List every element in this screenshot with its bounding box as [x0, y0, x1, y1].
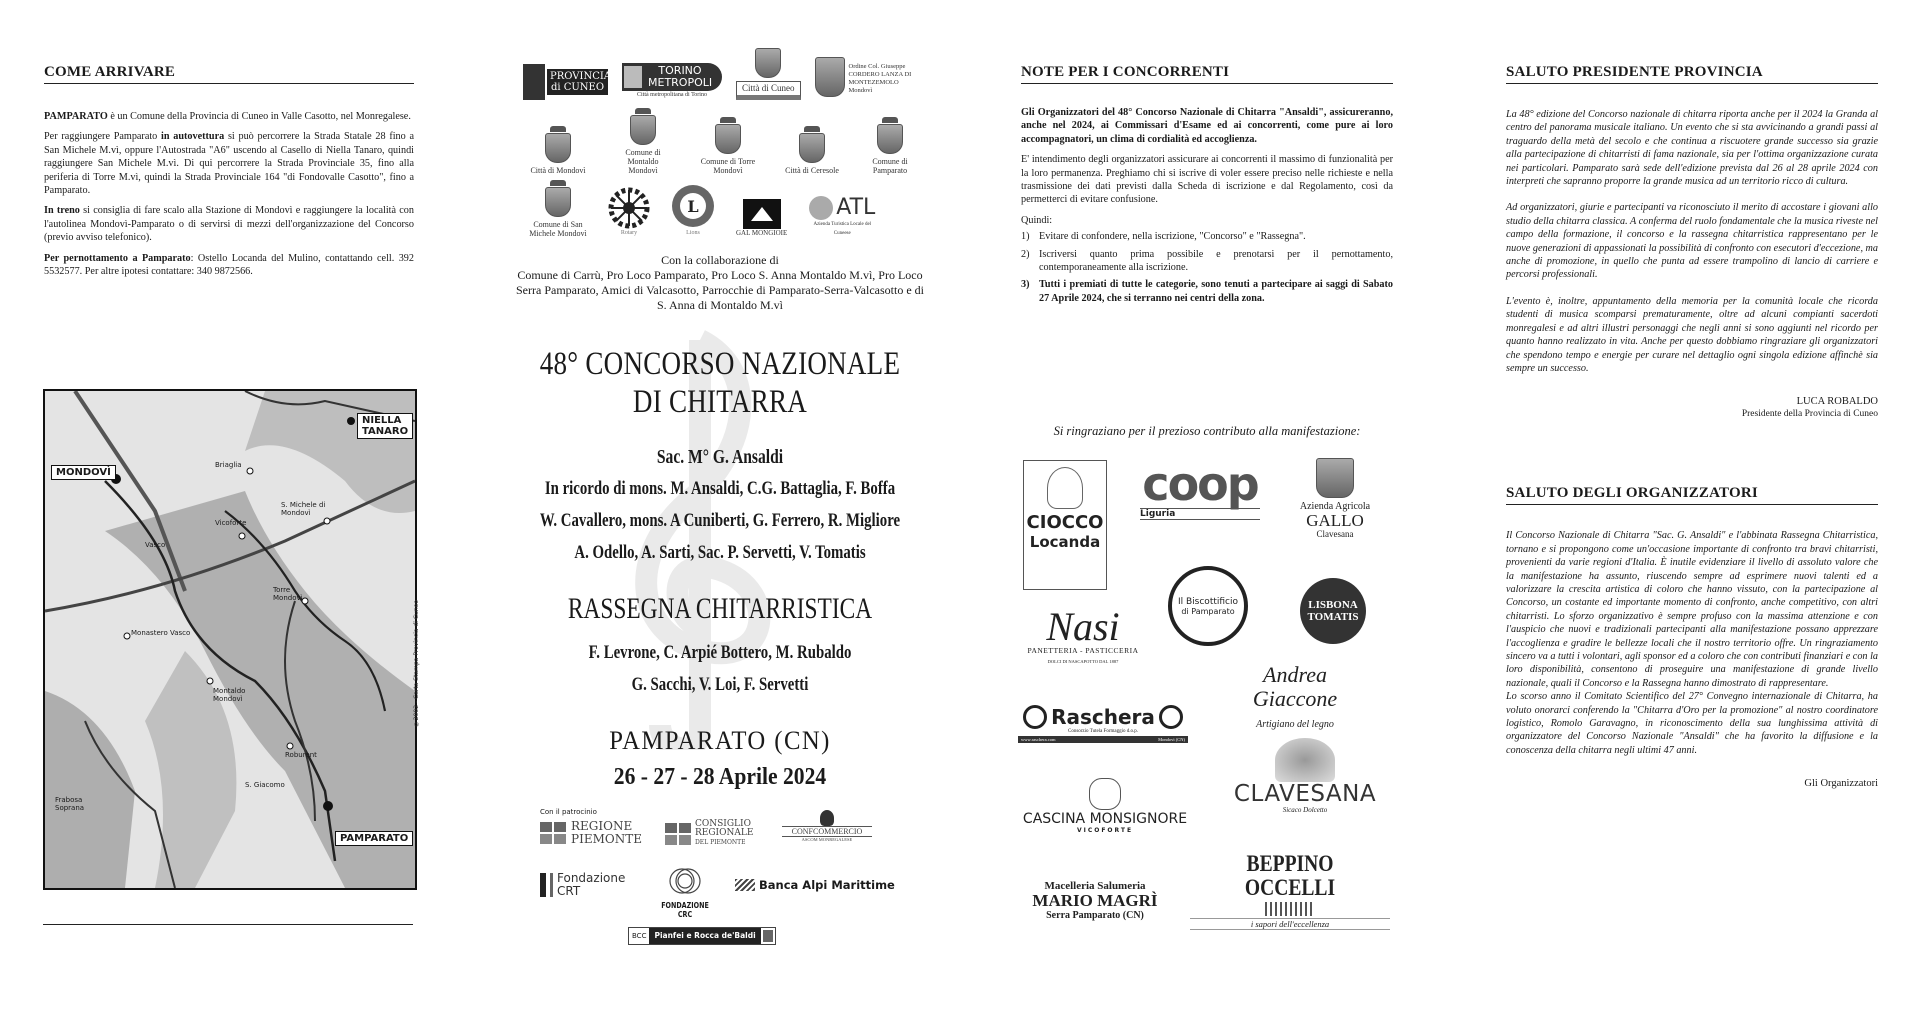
notes-intro: Gli Organizzatori del 48° Concorso Nazionale di Chitarra "Ansaldi", assicureranno, anche nel 2024, ai Commissari d'Esame ed ai concorrenti, come pure ai loro accompagnatori, un clima di cordialità ed accoglienza. [1021, 107, 1393, 145]
heading-saluto-presidente: SALUTO PRESIDENTE PROVINCIA [1506, 64, 1878, 84]
logo-banca-alpi-marittime: Banca Alpi Marittime [735, 878, 895, 892]
map-place-vasco: Vasco [145, 541, 166, 549]
notes-para2: E' intendimento degli organizzatori assicurare ai concorrenti il massimo di funzionalità per la loro permanenza. Preghiamo chi si iscrive di voler essere preciso nelle richieste e nella trasmissione dei dati previsti dalla Scheda di iscrizione e dal Regolamento, così da permetterci di evitare confusione. [1021, 154, 1393, 206]
logo-citta-ceresole: Città di Ceresole [782, 126, 842, 175]
notes-item-2: 2) Iscriversi quanto prima possibile e prenotarsi per il pernottamento, contemporaneamente alla iscrizione. [1021, 248, 1393, 274]
banca-stripes-icon [735, 879, 755, 891]
event-dates: 26 - 27 - 28 Aprile 2024 [613, 764, 827, 790]
sponsor-biscottificio: Il Biscottificio di Pamparato [1168, 566, 1248, 646]
map-label-pamparato: PAMPARATO [335, 831, 413, 846]
raschera-cheese-icon-2 [1159, 705, 1183, 729]
montezemolo-crest-icon [815, 57, 845, 97]
sponsor-ciocco-locanda: CIOCCO Locanda [1023, 460, 1107, 590]
dedication: Sac. M° G. Ansaldi [656, 446, 784, 468]
map-place-roburent: Roburent [285, 751, 317, 759]
memory-line-3: A. Odello, A. Sarti, Sac. P. Servetti, V. Tomatis [574, 542, 866, 563]
president-name: LUCA ROBALDO [1796, 396, 1878, 408]
sponsor-cascina-monsignore: CASCINA MONSIGNORE VICOFORTE [1015, 778, 1195, 834]
logos-row-3 [528, 180, 877, 238]
gal-mountain-icon [743, 199, 781, 229]
contest-title: 48° CONCORSO NAZIONALE DI CHITARRA [539, 346, 901, 420]
torre-crest-icon [715, 124, 741, 154]
rassegna-title: RASSEGNA CHITARRISTICA [567, 592, 873, 625]
map-credit: ©2002 - Carta Stampa Provincia di Cuneo [413, 600, 420, 728]
sponsor-mario-magri: Macelleria Salumeria MARIO MAGRÌ Serra Pamparato (CN) [1032, 880, 1158, 921]
logo-fondazione-crc: FONDAZIONE CRC [645, 866, 725, 919]
map-place-briaglia: Briaglia [215, 461, 242, 469]
intro-paragraph: PAMPARATO è un Comune della Provincia di Cuneo in Valle Casotto, nel Monregalese. [44, 111, 411, 122]
logo-atl: ATL Azienda Turistica Locale del Cuneese [807, 196, 877, 238]
logo-regione-piemonte: REGIONE PIEMONTE [540, 820, 642, 846]
heading-saluto-organizzatori: SALUTO DEGLI ORGANIZZATORI [1506, 485, 1878, 505]
logo-torino-metropoli: TORINO METROPOLI Città metropolitana di Torino [622, 63, 722, 100]
sponsor-clavesana: CLAVESANA Sicaco Dolcetto [1230, 738, 1380, 814]
column-note-concorrenti [1021, 0, 1393, 309]
edelweiss-icon [1265, 902, 1315, 916]
mondovi-crest-icon [545, 133, 571, 163]
eagle-icon [820, 810, 834, 826]
san-michele-crest-icon [545, 187, 571, 217]
sponsor-gallo: Azienda Agricola GALLO Clavesana [1285, 458, 1385, 539]
logo-comune-torre: Comune di Torre Mondovì [698, 117, 758, 175]
organizers-signature: Gli Organizzatori [1804, 778, 1878, 790]
provincia-crest-icon [523, 64, 545, 100]
logo-confcommercio: CONFCOMMERCIO ASCOM MONREGALESE [782, 810, 872, 842]
logos-row-2 [528, 108, 914, 175]
collaboration-block [510, 253, 930, 313]
stay-paragraph: Per pernottamento a Pamparato: Ostello Locanda del Mulino, contattando cell. 392 5532577. Per altre ipotesi contattare: 340 9872566. [44, 252, 414, 278]
notes-item-3: 3) Tutti i premiati di tutte le categorie, sono tenuti a partecipare ai saggi di Sabato 27 Aprile 2024, che si terranno nei centri della zona. [1021, 279, 1393, 304]
organizers-para-1: Il Concorso Nazionale di Chitarra "Sac. G. Ansaldi" e l'abbinata Rassegna Chitarristica, tornano e si propongono come un'occasione importante di confronto tra bravi chitarristi, provenienti da varie regioni d'Italia. È inutile evidenziare il livello di assoluto valore che la manifestazione ha assunto, riuscendo sempre ad esprimere nuovi talenti ed a valorizzare la crescita artistica di coloro che hanno vissuto, con la partecipazione al Concorso, un costante ed importante momento di confronto, anche competitivo, con altri chitarristi. Lo sforzo organizzativo è sempre profuso con la massima attenzione e con l'auspicio che nuovi e tradizionali partecipanti alla manifestazione possano apprezzare l'accoglienza e gradire le bellezze locali che il nostro territorio offre. Un ringraziamento sincero va a tutti i volontari, agli sponsor ed a coloro che con contributi finanziari e con la loro disponibilità, consentono di proseguire una manifestazione di grande livello nazionale, quali il Concorso e la Rassegna hanno dimostrato di rappresentare. [1506, 530, 1878, 689]
map-label-mondovi: MONDOVÌ [51, 465, 116, 480]
montaldo-crest-icon [630, 115, 656, 145]
torino-shield-icon [624, 66, 642, 88]
rotary-wheel-icon [608, 187, 650, 229]
map-place-frabosa: Frabosa Soprana [55, 796, 85, 812]
consiglio-flag-icon [665, 823, 691, 845]
crc-rings-icon [668, 866, 702, 896]
gallo-crest-icon [1316, 458, 1354, 498]
lions-emblem-icon [670, 183, 716, 229]
sponsor-coop-liguria: coop Liguria [1140, 462, 1260, 520]
notes-list [1021, 230, 1393, 305]
clavesana-crown-icon [1275, 738, 1335, 782]
sponsor-raschera: Raschera Consorzio Tutela Formaggio d.o.p. www.raschera.com Mondovì (CN) [1018, 705, 1188, 743]
map-place-monastero: Monastero Vasco [131, 629, 191, 637]
train-paragraph: In treno si consiglia di fare scalo alla Stazione di Mondovì e raggiungere la località con l'autolinea Mondovì-Pamparato o di servirsi di mezzi dell'organizzazione del Concorso (previo avviso telefonico). [44, 205, 414, 244]
logo-fondazione-crt: Fondazione CRT [540, 872, 625, 898]
logo-gal-mongioie: GAL MONGIOIE [736, 199, 787, 238]
collaboration-title: Con la collaborazione di [661, 253, 779, 267]
president-role: Presidente della Provincia di Cuneo [1741, 409, 1878, 420]
logo-comune-pamparato: Comune di Pamparato [866, 117, 914, 175]
logo-citta-mondovi: Città di Mondovì [528, 126, 588, 175]
chef-icon [1047, 467, 1083, 509]
logo-comune-san-michele: Comune di San Michele Mondovì [528, 180, 588, 238]
collaboration-text: Comune di Carrù, Pro Loco Pamparato, Pro Loco S. Anna Montaldo M.vì, Pro Loco Serra Pamparato, Amici di Valcasotto, Parrocchie di Pamparato-Serra-Valcasotto e di S. Anna di Montaldo M.vì [516, 268, 924, 312]
map-place-torre: Torre Mondovì [273, 586, 303, 602]
logos-row-1 [523, 48, 921, 100]
sponsor-andrea-giaccone: Andrea Giaccone Artigiano del legno [1252, 662, 1338, 730]
sponsor-beppino-occelli: BEPPINO OCCELLI i sapori dell'eccellenza [1190, 852, 1390, 930]
sponsors-thanks: Si ringraziano per il prezioso contributo alla manifestazione: [1053, 424, 1361, 438]
memory-line-2: W. Cavallero, mons. A Cuniberti, G. Ferrero, R. Migliore [539, 510, 901, 531]
ceresole-crest-icon [799, 133, 825, 163]
car-paragraph: Per raggiungere Pamparato in autovettura si può percorrere la Strada Statale 28 fino a San Michele M.vì, oppure l'Autostrada "A6" uscendo al Casello di Niella Tanaro, quindi raggiungere San Michele M.vì. Di qui percorrere la Strada Provinciale 35, fino alla periferia di Torre M.vì, quindi la Strada Provinciale 164 "di Fondovalle Casotto", fino a Pamparato. [44, 131, 415, 197]
president-para-3: L'evento è, inoltre, appuntamento della memoria per la comunità locale che ricorda studenti di musica scomparsi prematuramente, oltre ad alcuni compianti sacerdoti monregalesi e ad altri illustri personaggi che negli anni si sono aggiunti nel ricordo per quanto hanno realizzato in vita. Anche per questo dobbiamo ringraziare gli organizzatori che spendono tempo e energie per curare nel dettaglio ogni singola edizione affinchè sia sempre un successo. [1506, 295, 1878, 374]
heading-come-arrivare: COME ARRIVARE [44, 64, 414, 84]
logo-bcc-pianfei: BCC Pianfei e Rocca de'Baldi [628, 927, 776, 945]
cherub-icon [1089, 778, 1121, 810]
logo-lions: L Lions [670, 183, 716, 238]
column1-bottom-rule [43, 924, 413, 925]
map-place-san-michele: S. Michele di Mondovì [281, 501, 326, 517]
bcc-crest-icon [763, 930, 773, 942]
event-place: PAMPARATO (CN) [609, 726, 831, 755]
logo-rotary: Rotary [608, 187, 650, 238]
svg-text:L: L [687, 197, 699, 216]
memory-line-1: In ricordo di mons. M. Ansaldi, C.G. Battaglia, F. Boffa [544, 478, 896, 499]
rassegna-line-2: G. Sacchi, V. Loi, F. Servetti [631, 674, 809, 695]
rassegna-line-1: F. Levrone, C. Arpié Bottero, M. Rubaldo [588, 642, 852, 663]
pamparato-crest-icon [877, 124, 903, 154]
map-place-montaldo: Montaldo Mondovì [213, 687, 246, 703]
heading-note-concorrenti: NOTE PER I CONCORRENTI [1021, 64, 1393, 84]
logo-montezemolo: Ordine Col. Giuseppe CORDERO LANZA DI MONTEZEMOLO Mondovì [815, 57, 921, 100]
cuneo-crest-icon [755, 48, 781, 78]
logo-consiglio-regionale: CONSIGLIO REGIONALE DEL PIEMONTE [665, 820, 753, 847]
regione-flag-icon [540, 822, 566, 844]
sponsor-lisbona-tomatis: LISBONA TOMATIS [1300, 578, 1366, 644]
president-para-2: Ad organizzatori, giurie e partecipanti va riconosciuto il merito di accostare i giovani allo studio della chitarra classica. A conferma del ruolo fondamentale che la musica riveste nel campo della formazione, il concorso e la rassegna chitarristica rappresentano per le nuove generazioni di appassionati la possibilità di confronto con esecutori d'eccezione, ma anche di promozione, in quello che punta ad essere trampolino di lancio di carriere e percorsi professionali. [1506, 202, 1878, 281]
route-map [43, 389, 417, 890]
logo-provincia-cuneo: PROVINCIA di CUNEO [523, 64, 608, 100]
sponsor-nasi: Nasi PANETTERIA - PASTICCERIA DOLCI DI NASCAPOTTO DAL 1887 [1027, 604, 1139, 664]
notes-item-1: 1) Evitare di confondere, nella iscrizione, "Concorso" e "Rassegna". [1021, 231, 1306, 243]
crt-bar-icon [540, 873, 546, 897]
map-label-niella-tanaro: NIELLA TANARO [357, 413, 413, 439]
raschera-cheese-icon [1023, 705, 1047, 729]
atl-globe-icon [809, 196, 833, 220]
map-place-san-giacomo: S. Giacomo [245, 781, 285, 789]
logo-comune-montaldo: Comune di Montaldo Mondovì [612, 108, 674, 175]
column-saluti [1506, 0, 1878, 790]
map-place-vicoforte: Vicoforte [215, 519, 247, 527]
patrocinio-label: Con il patrocinio [540, 808, 597, 816]
notes-quindi: Quindi: [1021, 214, 1053, 226]
president-para-1: La 48° edizione del Concorso nazionale di chitarra riporta anche per il 2024 la Granda al centro del panorama musicale italiano. Un evento che si sta avvicinando a grandi passi al traguardo della metà del secolo e che continua a riscuotere grande successo sia grazie alla partecipazione di chitarristi di fama nazionale, sia per l'ottima organizzazione curata nei particolari. Pamparato sarà sede dell'edizione prevista dal 26 al 28 aprile 2024 con interpreti che sapranno proporre la grande musica ad un territorio ricco di cultura. [1506, 109, 1878, 188]
column-come-arrivare [44, 0, 414, 285]
organizers-para-2: Lo scorso anno il Comitato Scientifico del 27° Convegno internazionale di Chitarra, ha voluto onorarci conferendo la "Chitarra d'Oro per la promozione" al nostro coordinatore logistico, Romolo Garavagno, in riconoscimento della sua lunghissima attività di organizzatore del Concorso Nazionale "Ansaldi" che ha favorito la diffusione e la conoscenza della chitarra negli ultimi 47 anni. [1506, 691, 1878, 756]
logo-citta-di-cuneo: Città di Cuneo [736, 48, 801, 100]
